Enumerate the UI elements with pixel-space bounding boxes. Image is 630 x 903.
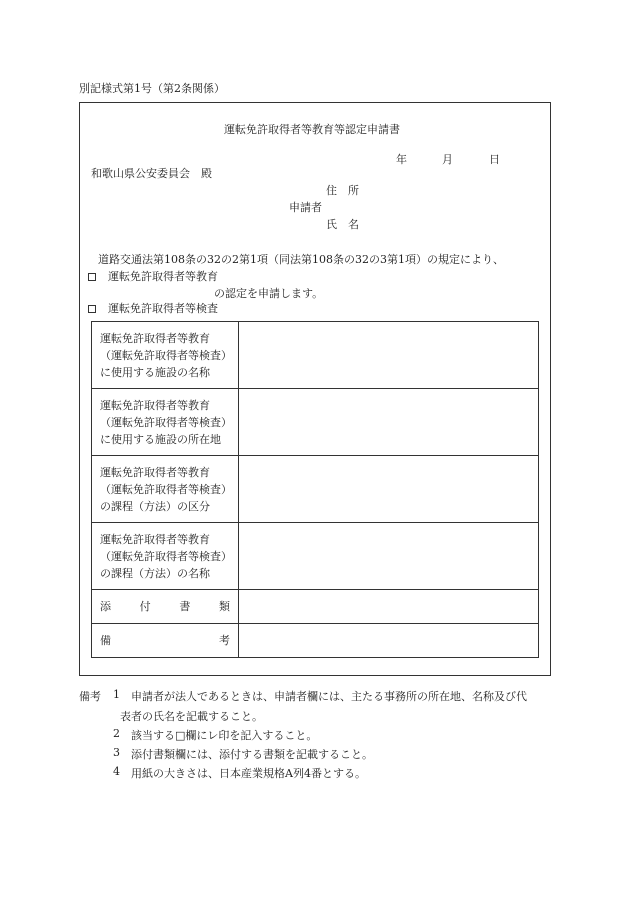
applicant-label: 申請者 xyxy=(289,201,322,214)
statute-text: 道路交通法第108条の32の2第1項（同法第108条の32の3第1項）の規定により、 xyxy=(98,253,504,266)
notes-title: 備考 xyxy=(79,690,101,703)
request-text: の認定を申請します。 xyxy=(214,287,324,300)
application-table xyxy=(91,321,539,658)
table-row-attachments xyxy=(92,590,539,624)
form-title: 運転免許取得者等教育等認定申請書 xyxy=(224,123,400,136)
course-name-label: 運転免許取得者等教育（運転免許取得者等検査）の課程（方法）の名称 xyxy=(92,523,239,590)
name-label: 氏 名 xyxy=(326,218,359,231)
table-row-facility-location xyxy=(92,389,539,456)
addressee: 和歌山県公安委員会 殿 xyxy=(91,167,212,180)
note-1-text: 申請者が法人であるときは、申請者欄には、主たる事務所の所在地、名称及び代 xyxy=(131,690,527,703)
facility-name-field[interactable] xyxy=(239,322,539,389)
remarks-field[interactable] xyxy=(239,624,539,658)
course-category-field[interactable] xyxy=(239,456,539,523)
table-row-remarks xyxy=(92,624,539,658)
note-2-text: 該当する□欄にレ印を記入すること。 xyxy=(131,729,318,742)
attachments-field[interactable] xyxy=(239,590,539,624)
option-education[interactable] xyxy=(88,268,218,284)
note-4-number: 4 xyxy=(113,765,120,778)
attachments-label xyxy=(92,590,239,624)
option-education-checkbox[interactable] xyxy=(88,273,96,281)
remarks-label xyxy=(92,624,239,658)
table-row-facility-name xyxy=(92,322,539,389)
note-1-number: 1 xyxy=(113,688,120,701)
attachments-label-char: 類 xyxy=(218,600,230,613)
attachments-label-char: 書 xyxy=(179,600,191,613)
note-3-number: 3 xyxy=(113,746,120,759)
option-inspection[interactable] xyxy=(88,300,218,316)
note-2-number: 2 xyxy=(113,727,120,740)
attachments-label-char: 付 xyxy=(139,600,151,613)
form-number: 別記様式第1号（第2条関係） xyxy=(79,82,225,95)
facility-name-label: 運転免許取得者等教育（運転免許取得者等検査）に使用する施設の名称 xyxy=(92,322,239,389)
facility-location-label: 運転免許取得者等教育（運転免許取得者等検査）に使用する施設の所在地 xyxy=(92,389,239,456)
option-inspection-label: 運転免許取得者等検査 xyxy=(108,302,218,315)
facility-location-field[interactable] xyxy=(239,389,539,456)
table-row-course-category xyxy=(92,456,539,523)
date-month-label: 月 xyxy=(442,153,453,166)
table-row-course-name xyxy=(92,523,539,590)
note-4-text: 用紙の大きさは、日本産業規格A列4番とする。 xyxy=(131,767,366,780)
date-year-label: 年 xyxy=(396,153,407,166)
note-3-text: 添付書類欄には、添付する書類を記載すること。 xyxy=(131,748,373,761)
note-1-text-continued: 表者の氏名を記載すること。 xyxy=(120,710,263,723)
course-name-field[interactable] xyxy=(239,523,539,590)
remarks-label-char: 備 xyxy=(100,634,111,647)
remarks-label-char: 考 xyxy=(219,634,230,647)
attachments-label-char: 添 xyxy=(100,600,111,613)
address-label: 住 所 xyxy=(326,184,359,197)
date-day-label: 日 xyxy=(489,153,500,166)
course-category-label: 運転免許取得者等教育（運転免許取得者等検査）の課程（方法）の区分 xyxy=(92,456,239,523)
option-education-label: 運転免許取得者等教育 xyxy=(108,270,218,283)
option-inspection-checkbox[interactable] xyxy=(88,305,96,313)
